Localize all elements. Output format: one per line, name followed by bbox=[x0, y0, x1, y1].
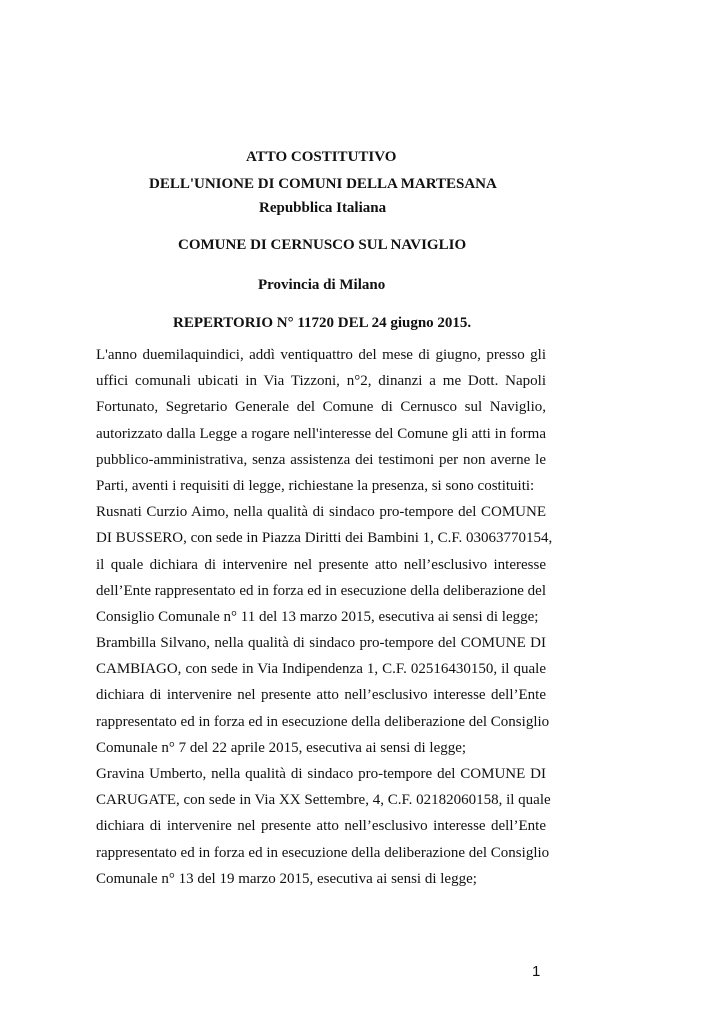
text-line: Gravina Umberto, nella qualità di sindaco pro-tempore del COMUNE DI bbox=[96, 766, 546, 782]
text-line: Consiglio Comunale n° 11 del 13 marzo 2015, esecutiva ai sensi di legge; bbox=[96, 608, 539, 625]
text-line: Fortunato, Segretario Generale del Comune di Cernusco sul Naviglio, bbox=[96, 399, 546, 416]
text-line: L'anno duemilaquindici, addì ventiquattro del mese di giugno, presso gli bbox=[96, 347, 546, 363]
text-line: rappresentato ed in forza ed in esecuzione della deliberazione del Consiglio bbox=[96, 713, 550, 730]
municipality-heading: COMUNE DI CERNUSCO SUL NAVIGLIO bbox=[178, 237, 467, 253]
text-line: dell’Ente rappresentato ed in forza ed in esecuzione della deliberazione del bbox=[96, 582, 546, 599]
republic-heading: Repubblica Italiana bbox=[259, 200, 387, 216]
text-line: dichiara di intervenire nel presente atto nell’esclusivo interesse dell’Ente bbox=[96, 818, 546, 835]
text-line: autorizzato dalla Legge a rogare nell'interesse del Comune gli atti in forma bbox=[96, 425, 546, 442]
text-line: Rusnati Curzio Aimo, nella qualità di sindaco pro-tempore del COMUNE bbox=[96, 504, 546, 521]
text-line: il quale dichiara di intervenire nel presente atto nell’esclusivo interesse bbox=[96, 556, 546, 573]
text-line: CARUGATE, con sede in Via XX Settembre, 4, C.F. 02182060158, il quale bbox=[96, 792, 551, 809]
text-line: dichiara di intervenire nel presente atto nell’esclusivo interesse dell’Ente bbox=[96, 687, 546, 704]
text-line: pubblico-amministrativa, senza assistenza dei testimoni per non averne le bbox=[96, 451, 546, 468]
text-line: rappresentato ed in forza ed in esecuzione della deliberazione del Consiglio bbox=[96, 844, 550, 861]
province-heading: Provincia di Milano bbox=[258, 277, 386, 293]
text-line: uffici comunali ubicati in Via Tizzoni, n°2, dinanzi a me Dott. Napoli bbox=[96, 373, 546, 390]
text-line: CAMBIAGO, con sede in Via Indipendenza 1, C.F. 02516430150, il quale bbox=[96, 661, 546, 678]
text-line: Comunale n° 13 del 19 marzo 2015, esecutiva ai sensi di legge; bbox=[96, 870, 477, 887]
text-line: Comunale n° 7 del 22 aprile 2015, esecutiva ai sensi di legge; bbox=[96, 739, 467, 756]
text-line: DI BUSSERO, con sede in Piazza Diritti dei Bambini 1, C.F. 03063770154, bbox=[96, 530, 553, 547]
text-line: Parti, aventi i requisiti di legge, richiestane la presenza, si sono costituiti: bbox=[96, 477, 535, 494]
document-title: ATTO COSTITUTIVO bbox=[246, 149, 397, 165]
repertory-heading: REPERTORIO N° 11720 DEL 24 giugno 2015. bbox=[173, 315, 472, 331]
document-subtitle: DELL'UNIONE DI COMUNI DELLA MARTESANA bbox=[149, 176, 497, 192]
page-number: 1 bbox=[532, 963, 541, 980]
body-text bbox=[96, 344, 553, 894]
text-line: Brambilla Silvano, nella qualità di sindaco pro-tempore del COMUNE DI bbox=[96, 635, 546, 652]
